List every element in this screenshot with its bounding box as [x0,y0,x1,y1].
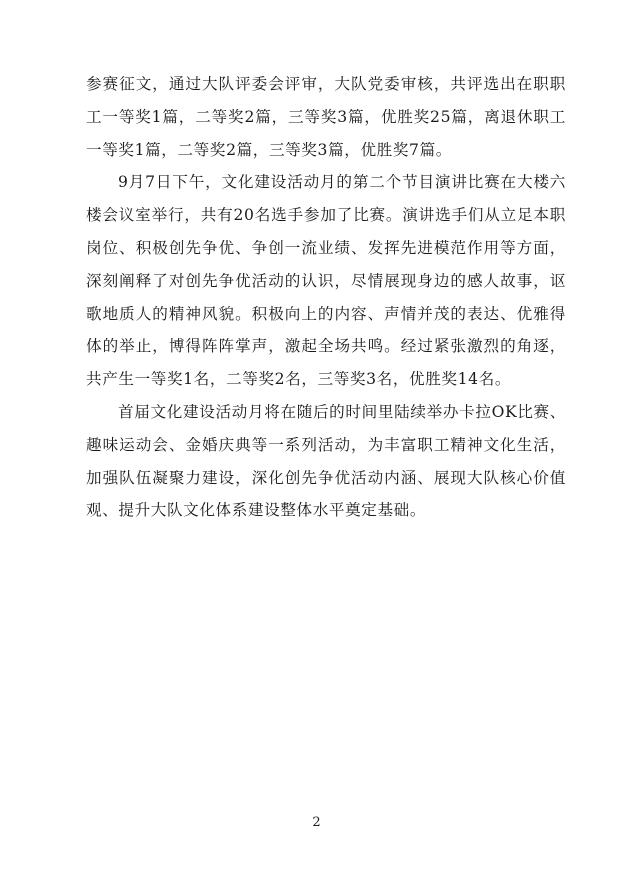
document-body [86,68,566,527]
page-number: 2 [312,815,321,830]
paragraph-award-results: 参赛征文，通过大队评委会评审，大队党委审核，共评选出在职职工一等奖1篇，二等奖2篇，三等奖3篇，优胜奖25篇，离退休职工一等奖1篇，二等奖2篇，三等奖3篇，优胜奖7篇。 [86,75,566,159]
paragraph-upcoming-activities: 首届文化建设活动月将在随后的时间里陆续举办卡拉OK比赛、趣味运动会、金婚庆典等一系列活动，为丰富职工精神文化生活，加强队伍凝聚力建设，深化创先争优活动内涵、展现大队核心价值观、提升大队文化体系建设整体水平奠定基础。 [86,402,566,520]
paragraph-speech-contest: 9月7日下午，文化建设活动月的第二个节目演讲比赛在大楼六楼会议室举行，共有20名选手参加了比赛。演讲选手们从立足本职岗位、积极创先争优、争创一流业绩、发挥先进模范作用等方面，深刻阐释了对创先争优活动的认识，尽情展现身边的感人故事，讴歌地质人的精神风貌。积极向上的内容、声情并茂的表达、优雅得体的举止，博得阵阵掌声，激起全场共鸣。经过紧张激烈的角逐，共产生一等奖1名，二等奖2名，三等奖3名，优胜奖14名。 [86,173,566,389]
